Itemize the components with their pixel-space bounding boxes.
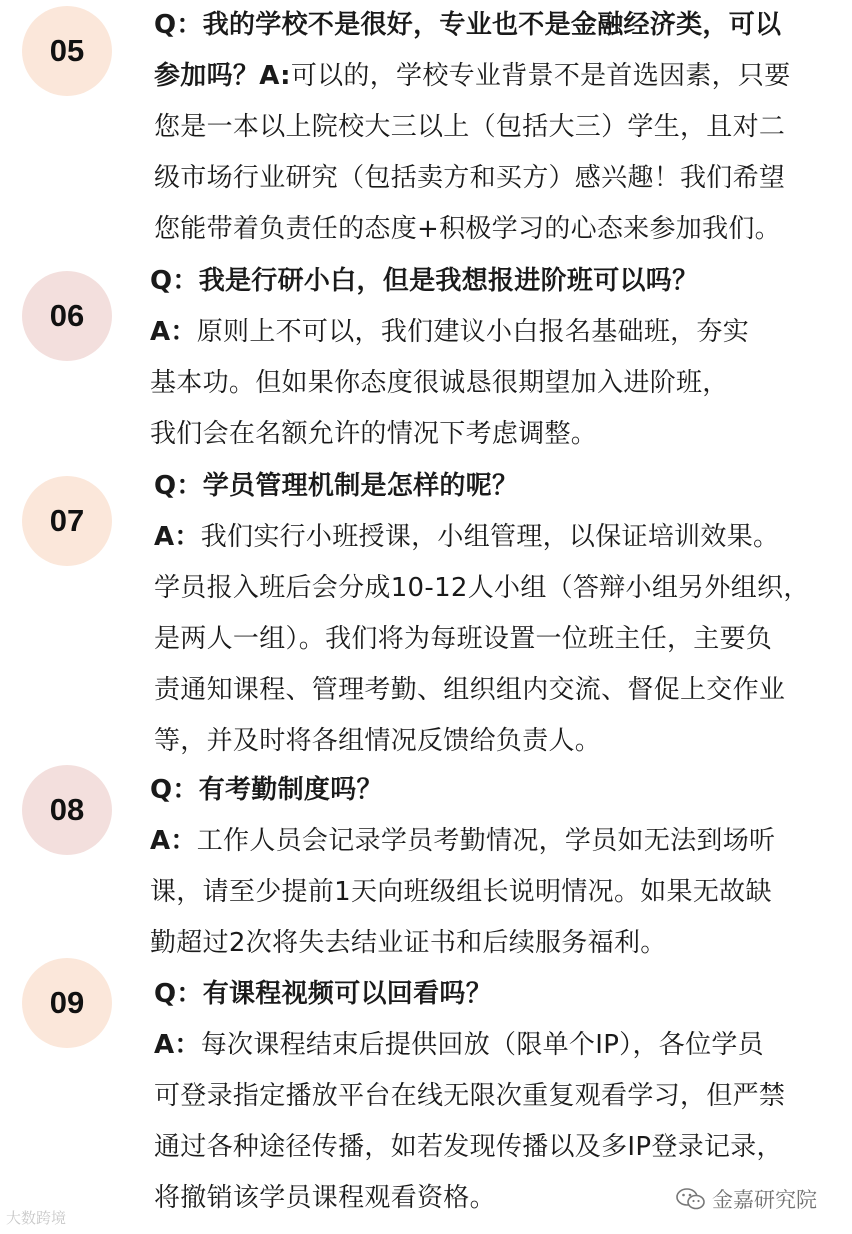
answer-prefix: A： [154,522,201,552]
answer-first-line [150,307,749,358]
answer-line: 通过各种途径传播，如若发现传播以及多IP登录记录， [154,1132,783,1162]
watermark-left [6,1207,66,1228]
answer-prefix: A： [150,317,197,347]
answer-line: 级市场行业研究（包括卖方和买方）感兴趣！我们希望 [154,163,786,193]
answer-text: 工作人员会记录学员考勤情况，学员如无法到场听 [196,826,776,856]
answer-line: 等，并及时将各组情况反馈给负责人。 [154,726,602,756]
answer-prefix: A： [150,826,197,856]
question-text: 我是行研小白，但是我想报进阶班可以吗？ [198,266,699,296]
question-text: 我的学校不是很好，专业也不是金融经济类，可以 [202,10,782,40]
answer-first-line [154,1020,785,1071]
item-number-badge [22,6,112,96]
answer-prefix: A: [259,61,291,91]
answer-line: 学员报入班后会分成10-12人小组（答辩小组另外组织， [154,573,810,603]
item-number-badge [22,765,112,855]
answer-line: 您是一本以上院校大三以上（包括大三）学生，且对二 [154,112,786,142]
answer-text: 每次课程结束后提供回放（限单个IP），各位学员 [200,1030,764,1060]
question-line [154,969,785,1020]
question-line [150,256,749,307]
question-text: 学员管理机制是怎样的呢？ [202,471,519,501]
question-text-cont: 参加吗？ [154,61,260,91]
question-prefix: Q： [150,775,199,805]
item-number: 08 [49,792,85,827]
wechat-icon [676,1187,706,1211]
answer-line: 将撤销该学员课程观看资格。 [154,1183,496,1213]
answer-line: 课，请至少提前1天向班级组长说明情况。如果无故缺 [150,877,772,907]
item-number-badge [22,476,112,566]
question-prefix: Q： [154,471,203,501]
answer-line: 可登录指定播放平台在线无限次重复观看学习，但严禁 [154,1081,786,1111]
answer-line: 基本功。但如果你态度很诚恳很期望加入进阶班， [150,368,729,398]
watermark-right [676,1184,817,1214]
question-prefix: Q： [154,10,203,40]
answer-text: 原则上不可以，我们建议小白报名基础班，夯实 [196,317,750,347]
question-answer-line [154,51,791,102]
answer-line: 勤超过2次将失去结业证书和后续服务福利。 [150,928,667,958]
question-line [154,461,810,512]
question-text: 有课程视频可以回看吗？ [202,979,493,1009]
watermark-left-text: 大数跨境 [6,1209,67,1227]
answer-line: 责通知课程、管理考勤、组织组内交流、督促上交作业 [154,675,786,705]
question-text: 有考勤制度吗？ [198,775,383,805]
answer-first-line [150,816,775,867]
question-prefix: Q： [150,266,199,296]
answer-text: 我们实行小班授课，小组管理，以保证培训效果。 [200,522,780,552]
answer-first-line [154,512,810,563]
qa-block [154,461,810,767]
qa-block [150,765,775,969]
qa-block [150,256,749,460]
watermark-right-text: 金嘉研究院 [712,1188,817,1212]
answer-line: 我们会在名额允许的情况下考虑调整。 [150,419,598,449]
question-prefix: Q： [154,979,203,1009]
item-number: 05 [49,33,85,68]
answer-text: 可以的，学校专业背景不是首选因素，只要 [290,61,791,91]
question-line [150,765,775,816]
item-number: 06 [49,298,85,333]
question-line [154,0,791,51]
answer-line: 您能带着负责任的态度+积极学习的心态来参加我们。 [154,214,781,244]
item-number: 09 [49,985,85,1020]
answer-prefix: A： [154,1030,201,1060]
answer-line: 是两人一组）。我们将为每班设置一位班主任，主要负 [154,624,773,654]
item-number-badge [22,271,112,361]
item-number-badge [22,958,112,1048]
qa-block [154,0,791,255]
item-number: 07 [49,503,85,538]
